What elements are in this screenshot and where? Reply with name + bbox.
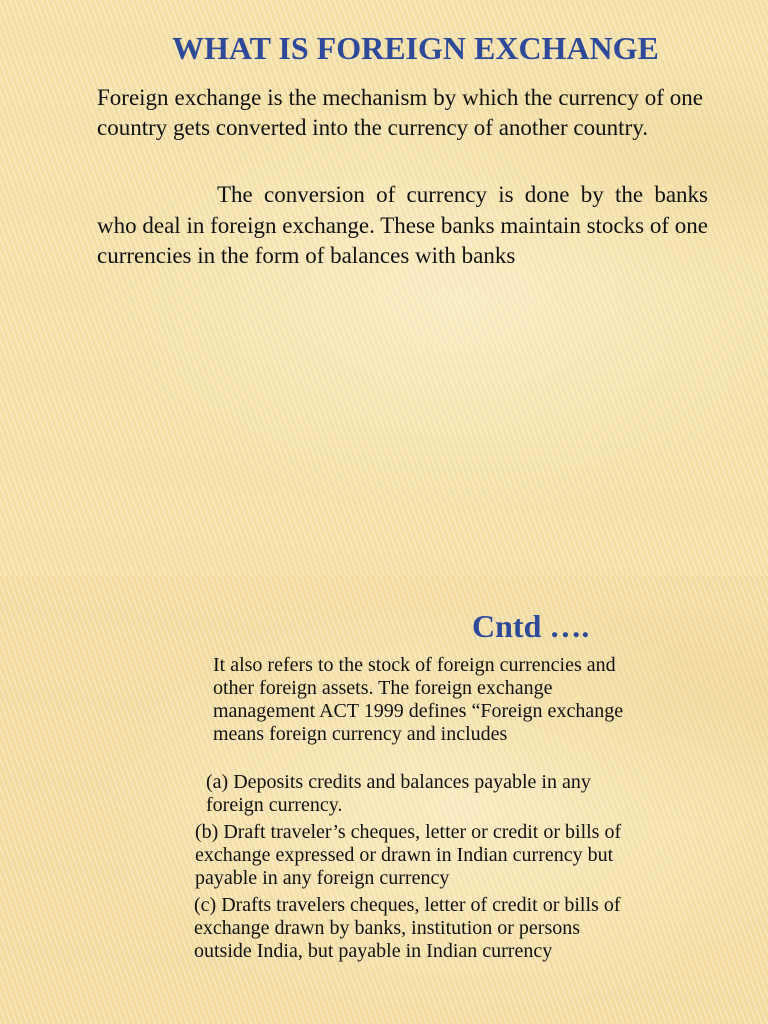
slide-1-paragraph-2: The conversion of currency is done by the banks who deal in foreign exchange. These banks maintain stocks of one currencies in the form of balances with banks	[97, 182, 708, 268]
slide-2	[0, 576, 768, 1024]
slide-2-item-b: (b) Draft traveler’s cheques, letter or credit or bills of exchange expressed or drawn in Indian currency but payable in any foreign currency	[195, 821, 622, 889]
slide-2-item-c: (c) Drafts travelers cheques, letter of credit or bills of exchange drawn by banks, institution or persons outside India, but payable in Indian currency	[194, 894, 621, 962]
slide-2-item-a: (a) Deposits credits and balances payable in any foreign currency.	[206, 771, 591, 816]
slide-1-title: WHAT IS FOREIGN EXCHANGE	[172, 30, 659, 66]
slide-2-title: Cntd ….	[472, 608, 590, 644]
slide-2-intro-paragraph: It also refers to the stock of foreign currencies and other foreign assets. The foreign exchange management ACT 1999 defines “Foreign exchange means foreign currency and includes	[213, 654, 624, 745]
slide-1-paragraph-1: Foreign exchange is the mechanism by which the currency of one country gets converted into the currency of another country.	[97, 85, 703, 140]
